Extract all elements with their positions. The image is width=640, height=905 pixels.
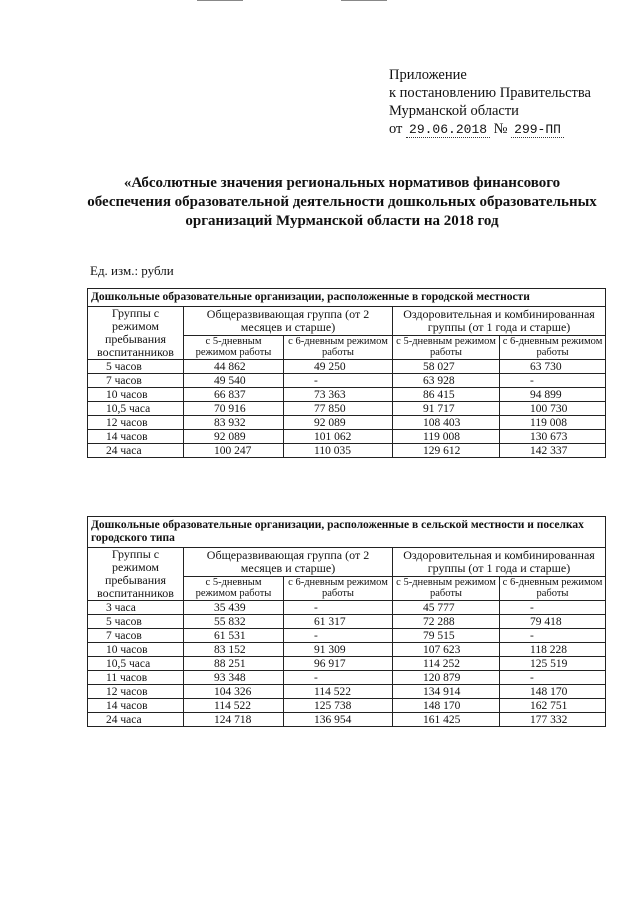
- table-row: [88, 388, 606, 402]
- row-header: Группы с режимом пребывания воспитанников: [88, 548, 184, 601]
- row-label-cell: 10 часов: [88, 388, 184, 402]
- value-cell: 142 337: [500, 444, 606, 458]
- table-row: [88, 657, 606, 671]
- table-row: [88, 430, 606, 444]
- value-cell: -: [500, 629, 606, 643]
- table-body: [88, 360, 606, 458]
- value-cell: 70 916: [184, 402, 284, 416]
- document-title: «Абсолютные значения региональных нормативов финансового обеспечения образовательной деятельности дошкольных образовательных организаций Мурманской области на 2018 год: [87, 175, 597, 229]
- value-cell: 79 515: [393, 629, 500, 643]
- subheader-6day: с 6-дневным режимом работы: [284, 576, 393, 600]
- row-label-cell: 5 часов: [88, 615, 184, 629]
- value-cell: 77 850: [284, 402, 393, 416]
- value-cell: 94 899: [500, 388, 606, 402]
- group-header-health: Оздоровительная и комбинированная группы (от 1 года и старше): [393, 307, 606, 336]
- subheader-5day: с 5-дневным режимом работы: [184, 576, 284, 600]
- appendix-date-line: [389, 120, 591, 139]
- value-cell: 91 717: [393, 402, 500, 416]
- row-label-cell: 10,5 часа: [88, 657, 184, 671]
- table-caption: Дошкольные образовательные организации, расположенные в сельской местности и поселках городского типа: [88, 517, 606, 548]
- value-cell: 134 914: [393, 685, 500, 699]
- value-cell: 119 008: [393, 430, 500, 444]
- value-cell: 114 522: [184, 699, 284, 713]
- subheader-5day: с 5-дневным режимом работы: [184, 335, 284, 359]
- table-row: [88, 374, 606, 388]
- group-header-general: Общеразвивающая группа (от 2 месяцев и старше): [184, 548, 393, 577]
- value-cell: 162 751: [500, 699, 606, 713]
- urban-norms-table: [87, 288, 606, 458]
- value-cell: 73 363: [284, 388, 393, 402]
- value-cell: 148 170: [500, 685, 606, 699]
- value-cell: 61 317: [284, 615, 393, 629]
- value-cell: 61 531: [184, 629, 284, 643]
- value-cell: 148 170: [393, 699, 500, 713]
- value-cell: -: [284, 629, 393, 643]
- value-cell: 44 862: [184, 360, 284, 374]
- subheader-6day: с 6-дневным режимом работы: [500, 335, 606, 359]
- value-cell: 110 035: [284, 444, 393, 458]
- value-cell: -: [284, 671, 393, 685]
- table-row: [88, 416, 606, 430]
- appendix-region: Мурманской области: [389, 103, 519, 119]
- value-cell: 91 309: [284, 643, 393, 657]
- value-cell: 107 623: [393, 643, 500, 657]
- value-cell: 120 879: [393, 671, 500, 685]
- value-cell: 108 403: [393, 416, 500, 430]
- table-row: [88, 685, 606, 699]
- value-cell: 119 008: [500, 416, 606, 430]
- value-cell: -: [500, 601, 606, 615]
- value-cell: 92 089: [284, 416, 393, 430]
- subheader-6day: с 6-дневным режимом работы: [284, 335, 393, 359]
- subheader-5day: с 5-дневным режимом работы: [393, 335, 500, 359]
- table-caption: Дошкольные образовательные организации, расположенные в городской местности: [88, 289, 606, 307]
- value-cell: 88 251: [184, 657, 284, 671]
- value-cell: 118 228: [500, 643, 606, 657]
- value-cell: 100 730: [500, 402, 606, 416]
- table-row: [88, 360, 606, 374]
- value-cell: 125 738: [284, 699, 393, 713]
- value-cell: 55 832: [184, 615, 284, 629]
- value-cell: 114 252: [393, 657, 500, 671]
- value-cell: 35 439: [184, 601, 284, 615]
- value-cell: 58 027: [393, 360, 500, 374]
- value-cell: -: [284, 374, 393, 388]
- table-row: [88, 629, 606, 643]
- row-label-cell: 3 часа: [88, 601, 184, 615]
- table-row: [88, 615, 606, 629]
- group-header-health: Оздоровительная и комбинированная группы (от 1 года и старше): [393, 548, 606, 577]
- date-prefix: от: [389, 121, 403, 137]
- value-cell: 66 837: [184, 388, 284, 402]
- group-header-general: Общеразвивающая группа (от 2 месяцев и старше): [184, 307, 393, 336]
- value-cell: 96 917: [284, 657, 393, 671]
- value-cell: 45 777: [393, 601, 500, 615]
- row-label-cell: 5 часов: [88, 360, 184, 374]
- subheader-5day: с 5-дневным режимом работы: [393, 576, 500, 600]
- value-cell: 49 250: [284, 360, 393, 374]
- row-label-cell: 10 часов: [88, 643, 184, 657]
- value-cell: 136 954: [284, 713, 393, 727]
- row-label-cell: 24 часа: [88, 713, 184, 727]
- resolution-date: 29.06.2018: [406, 122, 490, 138]
- value-cell: 124 718: [184, 713, 284, 727]
- table-row: [88, 402, 606, 416]
- value-cell: 104 326: [184, 685, 284, 699]
- row-label-cell: 7 часов: [88, 629, 184, 643]
- row-label-cell: 7 часов: [88, 374, 184, 388]
- scan-edge-mark: [197, 0, 243, 1]
- appendix-label: Приложение: [389, 67, 467, 83]
- value-cell: 63 730: [500, 360, 606, 374]
- value-cell: 83 152: [184, 643, 284, 657]
- value-cell: -: [284, 601, 393, 615]
- value-cell: 83 932: [184, 416, 284, 430]
- number-prefix: №: [493, 121, 508, 137]
- value-cell: 177 332: [500, 713, 606, 727]
- value-cell: 63 928: [393, 374, 500, 388]
- subheader-6day: с 6-дневным режимом работы: [500, 576, 606, 600]
- value-cell: 101 062: [284, 430, 393, 444]
- row-header: Группы с режимом пребывания воспитанников: [88, 307, 184, 360]
- value-cell: -: [500, 374, 606, 388]
- table-row: [88, 713, 606, 727]
- value-cell: -: [500, 671, 606, 685]
- appendix-block: [389, 66, 591, 139]
- row-label-cell: 12 часов: [88, 685, 184, 699]
- value-cell: 79 418: [500, 615, 606, 629]
- table-row: [88, 601, 606, 615]
- value-cell: 161 425: [393, 713, 500, 727]
- value-cell: 86 415: [393, 388, 500, 402]
- row-label-cell: 10,5 часа: [88, 402, 184, 416]
- value-cell: 92 089: [184, 430, 284, 444]
- row-label-cell: 11 часов: [88, 671, 184, 685]
- scan-edge-mark: [341, 0, 387, 1]
- table-body: [88, 601, 606, 727]
- value-cell: 130 673: [500, 430, 606, 444]
- value-cell: 100 247: [184, 444, 284, 458]
- row-label-cell: 14 часов: [88, 699, 184, 713]
- units-label: Ед. изм.: рубли: [90, 263, 174, 278]
- table-row: [88, 699, 606, 713]
- rural-norms-table: [87, 516, 606, 727]
- value-cell: 93 348: [184, 671, 284, 685]
- appendix-resolution: к постановлению Правительства: [389, 85, 591, 101]
- row-label-cell: 14 часов: [88, 430, 184, 444]
- table-row: [88, 444, 606, 458]
- row-label-cell: 12 часов: [88, 416, 184, 430]
- value-cell: 72 288: [393, 615, 500, 629]
- table-row: [88, 671, 606, 685]
- value-cell: 49 540: [184, 374, 284, 388]
- value-cell: 114 522: [284, 685, 393, 699]
- value-cell: 125 519: [500, 657, 606, 671]
- value-cell: 129 612: [393, 444, 500, 458]
- table-row: [88, 643, 606, 657]
- row-label-cell: 24 часа: [88, 444, 184, 458]
- resolution-number: 299-ПП: [511, 122, 564, 138]
